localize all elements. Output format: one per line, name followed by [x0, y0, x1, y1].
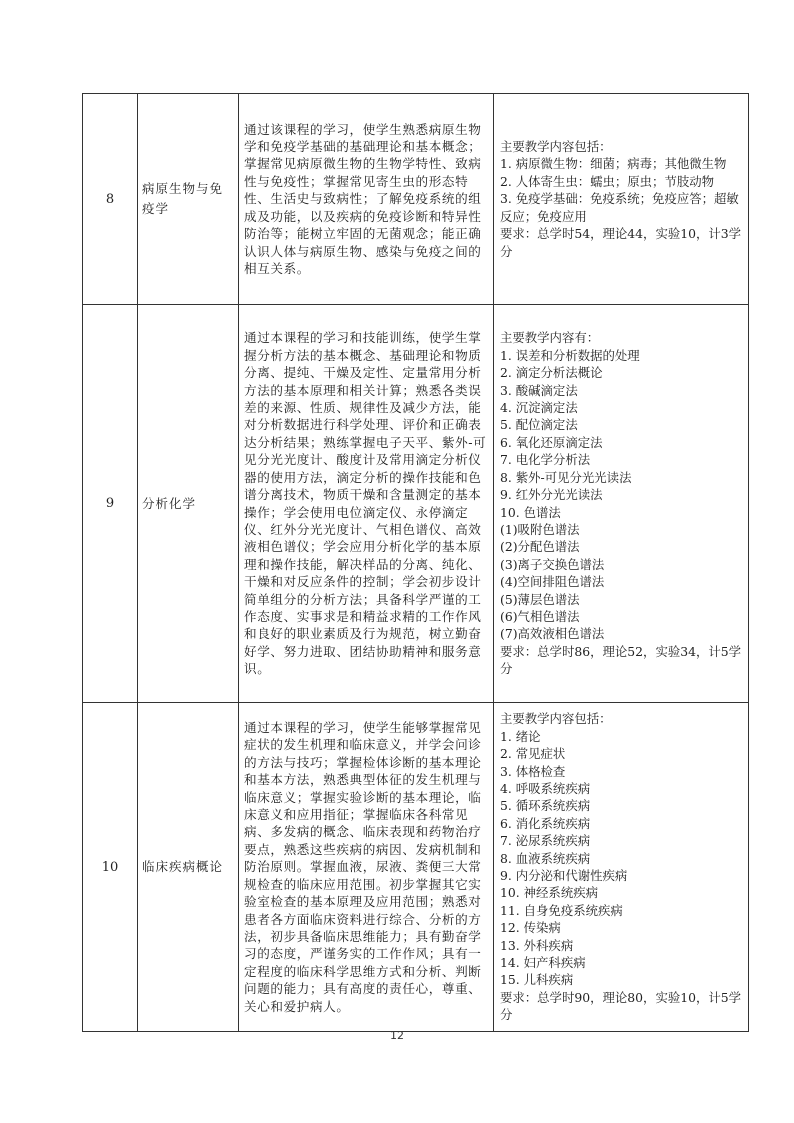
- content-line: 1. 误差和分析数据的处理: [500, 347, 640, 363]
- course-content: [494, 94, 749, 305]
- course-name: 分析化学: [138, 305, 239, 703]
- content-requirement: 要求：总学时54，理论44，实验10，计3学分: [500, 226, 742, 259]
- table-row: [83, 94, 749, 305]
- table-row: [83, 305, 749, 703]
- content-line: 1. 病原微生物：细菌；病毒；其他微生物: [500, 156, 727, 172]
- content-line: 5. 配位滴定法: [500, 417, 578, 433]
- content-line: (2)分配色谱法: [500, 539, 580, 555]
- content-line: 12. 传染病: [500, 920, 561, 936]
- content-line: 主要教学内容包括：: [500, 711, 612, 727]
- content-line: 10. 色谱法: [500, 504, 561, 520]
- content-line: 4. 沉淀滴定法: [500, 400, 578, 416]
- content-line: (3)离子交换色谱法: [500, 556, 605, 572]
- content-line: 主要教学内容包括：: [500, 139, 612, 155]
- content-line: (6)气相色谱法: [500, 608, 580, 624]
- content-line: 7. 泌尿系统疾病: [500, 833, 591, 849]
- content-line: 3. 免疫学基础：免疫系统；免疫应答；超敏反应；免疫应用: [500, 191, 739, 224]
- course-table: [82, 93, 749, 1032]
- content-requirement: 要求：总学时90，理论80，实验10，计5学分: [500, 989, 742, 1023]
- content-line: (7)高效液相色谱法: [500, 626, 605, 642]
- content-line: 8. 血液系统疾病: [500, 850, 591, 866]
- table-row: [83, 703, 749, 1032]
- content-line: 14. 妇产科疾病: [500, 955, 586, 971]
- course-objective: 通过本课程的学习和技能训练，使学生掌握分析方法的基本概念、基础理论和物质分离、提纯、干燥及定性、定量常用分析方法的基本原理和相关计算；熟悉各类误差的来源、性质、规律性及减少方法，能对分析数据进行科学处理、评价和正确表达分析结果；熟练掌握电子天平、紫外-可见分光光度计、酸度计及常用滴定分析仪器的使用方法，滴定分析的操作技能和色谱分离技术，物质干燥和含量测定的基本操作；学会使用电位滴定仪、永停滴定仪、红外分光光度计、气相色谱仪、高效液相色谱仪；学会应用分析化学的基本原理和操作技能，解决样品的分离、纯化、干燥和对反应条件的控制；学会初步设计简单组分的分析方法；具备科学严谨的工作态度、实事求是和精益求精的工作作风和良好的职业素质及行为规范，树立勤奋好学、努力进取、团结协助精神和服务意识。: [239, 305, 494, 703]
- content-line: 10. 神经系统疾病: [500, 885, 598, 901]
- content-line: 11. 自身免疫系统疾病: [500, 902, 623, 918]
- content-line: 6. 消化系统疾病: [500, 815, 591, 831]
- content-line: 2. 常见症状: [500, 746, 566, 762]
- content-line: 2. 滴定分析法概论: [500, 365, 603, 381]
- row-number: 10: [83, 703, 138, 1032]
- course-content: [494, 703, 749, 1032]
- course-objective: 通过该课程的学习，使学生熟悉病原生物学和免疫学基础的基础理论和基本概念；掌握常见病原微生物的生物学特性、致病性与免疫性；掌握常见寄生虫的形态特性、生活史与致病性；了解免疫系统的组成及功能，以及疾病的免疫诊断和特异性防治等；能树立牢固的无菌观念；能正确认识人体与病原生物、感染与免疫之间的相互关系。: [239, 94, 494, 305]
- content-line: 3. 体格检查: [500, 763, 566, 779]
- content-line: 9. 内分泌和代谢性疾病: [500, 868, 628, 883]
- content-line: 7. 电化学分析法: [500, 452, 591, 468]
- course-content: [494, 305, 749, 703]
- content-line: 8. 紫外-可见分光光读法: [500, 469, 632, 485]
- content-line: 13. 外科疾病: [500, 937, 574, 953]
- content-requirement: 要求：总学时86，理论52，实验34，计5学分: [500, 643, 742, 677]
- content-line: 9. 红外分光光读法: [500, 487, 603, 503]
- content-line: 2. 人体寄生虫：蠕虫；原虫；节肢动物: [500, 173, 715, 189]
- content-line: 6. 氧化还原滴定法: [500, 434, 603, 450]
- content-line: 主要教学内容有：: [500, 330, 600, 346]
- content-line: 5. 循环系统疾病: [500, 798, 591, 814]
- content-line: 3. 酸碱滴定法: [500, 382, 578, 398]
- course-name: 临床疾病概论: [138, 703, 239, 1032]
- course-objective: 通过本课程的学习，使学生能够掌握常见症状的发生机理和临床意义，并学会问诊的方法与技巧；掌握检体诊断的基本理论和基本方法，熟悉典型体征的发生机理与临床意义；掌握实验诊断的基本理论，临床意义和应用指征；掌握临床各科常见病、多发病的概念、临床表现和药物治疗要点，熟悉这些疾病的病因、发病机制和防治原则。掌握血液，尿液、粪便三大常规检查的临床应用范围。初步掌握其它实验室检查的基本原理及应用范围；熟悉对患者各方面临床资料进行综合、分析的方法，初步具备临床思维能力；具有勤奋学习的态度，严谨务实的工作作风；具有一定程度的临床科学思维方式和分析、判断问题的能力；具有高度的责任心，尊重、关心和爱护病人。: [239, 703, 494, 1032]
- row-number: 9: [83, 305, 138, 703]
- course-name: 病原生物与免疫学: [138, 94, 239, 305]
- content-line: (1)吸附色谱法: [500, 521, 580, 537]
- content-line: 1. 绪论: [500, 728, 541, 744]
- content-line: (5)薄层色谱法: [500, 591, 580, 607]
- row-number: 8: [83, 94, 138, 305]
- content-line: 4. 呼吸系统疾病: [500, 780, 591, 796]
- content-line: 15. 儿科疾病: [500, 972, 574, 988]
- page-number: 12: [390, 1029, 404, 1042]
- content-line: (4)空间排阻色谱法: [500, 574, 605, 590]
